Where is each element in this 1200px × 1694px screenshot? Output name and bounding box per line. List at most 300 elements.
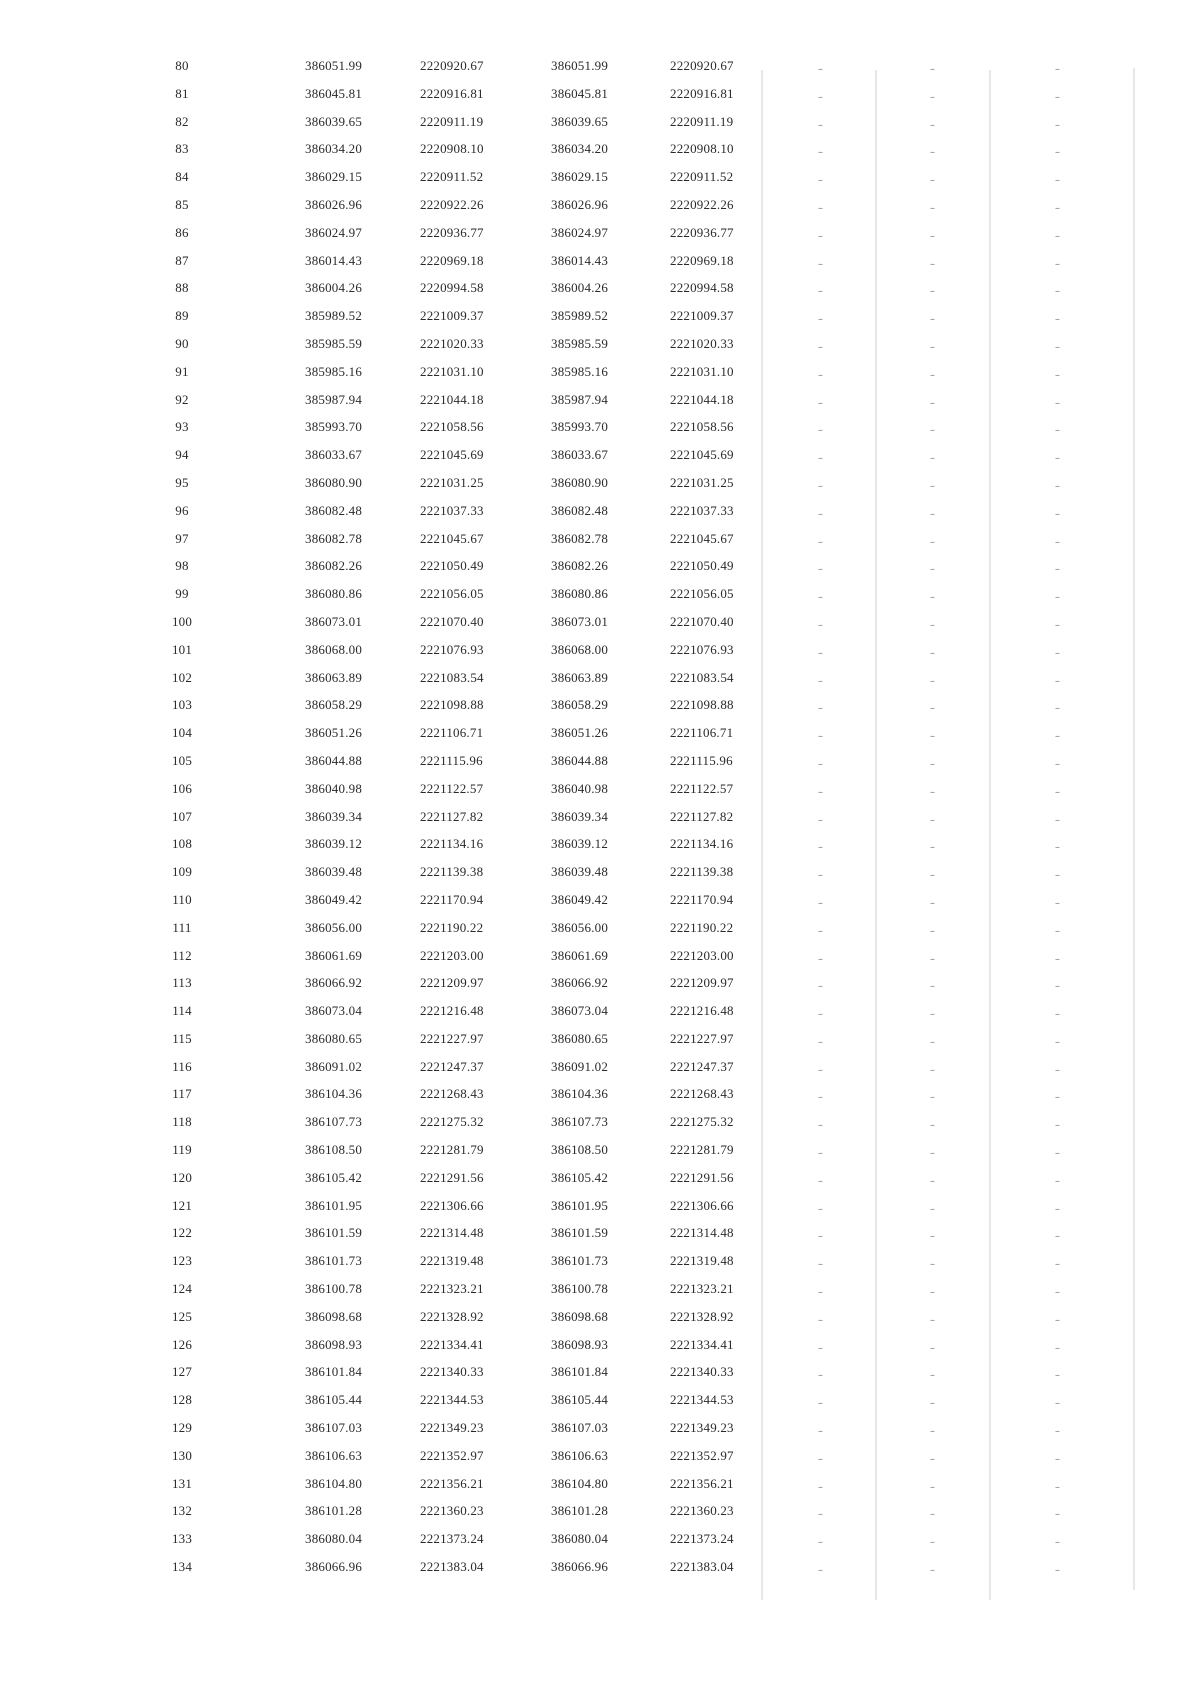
- y-coordinate-cell-2: 2221352.97: [670, 1447, 734, 1463]
- point-number: 115: [172, 1030, 192, 1046]
- empty-cell-dash: –: [1055, 925, 1060, 937]
- y-coordinate-cell-2: 2220936.77: [670, 224, 734, 240]
- y-coordinate-cell-2: 2221009.37: [670, 308, 734, 324]
- empty-cell-dash: –: [818, 1175, 823, 1187]
- empty-cell-dash: –: [930, 619, 935, 631]
- point-number: 112: [172, 947, 192, 963]
- table-row: [0, 197, 1200, 225]
- empty-cell-dash: –: [1055, 897, 1060, 909]
- empty-cell-dash: –: [1055, 258, 1060, 270]
- x-coordinate-cell: 386104.36: [305, 1086, 363, 1102]
- empty-cell-dash: –: [930, 202, 935, 214]
- table-row: [0, 975, 1200, 1003]
- y-coordinate-cell: 2221050.49: [420, 558, 484, 574]
- x-coordinate-cell-2: 386082.78: [551, 530, 609, 546]
- y-coordinate-cell-2: 2221227.97: [670, 1030, 734, 1046]
- table-row: [0, 1392, 1200, 1420]
- empty-cell-dash: –: [930, 981, 935, 993]
- x-coordinate-cell-2: 386098.93: [551, 1336, 609, 1352]
- empty-cell-dash: –: [930, 1509, 935, 1521]
- x-coordinate-cell: 386098.68: [305, 1308, 363, 1324]
- x-coordinate-cell-2: 386068.00: [551, 641, 609, 657]
- table-row: [0, 558, 1200, 586]
- empty-cell-dash: –: [930, 1398, 935, 1410]
- empty-cell-dash: –: [1055, 1370, 1060, 1382]
- table-row: [0, 1198, 1200, 1226]
- x-coordinate-cell: 386082.48: [305, 502, 363, 518]
- empty-cell-dash: –: [930, 91, 935, 103]
- y-coordinate-cell: 2221349.23: [420, 1420, 484, 1436]
- empty-cell-dash: –: [930, 592, 935, 604]
- point-number: 119: [172, 1142, 192, 1158]
- x-coordinate-cell: 386039.12: [305, 836, 363, 852]
- table-row: [0, 503, 1200, 531]
- empty-cell-dash: –: [1055, 1398, 1060, 1410]
- y-coordinate-cell: 2221045.69: [420, 447, 484, 463]
- empty-cell-dash: –: [930, 1453, 935, 1465]
- x-coordinate-cell-2: 386101.84: [551, 1364, 609, 1380]
- y-coordinate-cell-2: 2221020.33: [670, 335, 734, 351]
- x-coordinate-cell-2: 386104.80: [551, 1475, 609, 1491]
- x-coordinate-cell: 386080.86: [305, 586, 363, 602]
- point-number: 111: [172, 919, 192, 935]
- empty-cell-dash: –: [930, 341, 935, 353]
- point-number: 127: [171, 1364, 193, 1380]
- point-number: 102: [171, 669, 193, 685]
- empty-cell-dash: –: [930, 647, 935, 659]
- empty-cell-dash: –: [818, 508, 823, 520]
- empty-cell-dash: –: [930, 1287, 935, 1299]
- y-coordinate-cell: 2220916.81: [420, 85, 484, 101]
- y-coordinate-cell: 2221275.32: [420, 1114, 484, 1130]
- table-row: [0, 1031, 1200, 1059]
- point-number: 113: [172, 975, 192, 991]
- x-coordinate-cell-2: 386098.68: [551, 1308, 609, 1324]
- x-coordinate-cell: 386051.99: [305, 58, 363, 73]
- empty-cell-dash: –: [1055, 758, 1060, 770]
- empty-cell-dash: –: [1055, 564, 1060, 576]
- empty-cell-dash: –: [1055, 1036, 1060, 1048]
- x-coordinate-cell-2: 386080.65: [551, 1030, 609, 1046]
- table-row: [0, 1170, 1200, 1198]
- empty-cell-dash: –: [930, 1259, 935, 1271]
- x-coordinate-cell: 386101.84: [305, 1364, 363, 1380]
- empty-cell-dash: –: [930, 842, 935, 854]
- y-coordinate-cell-2: 2221127.82: [670, 808, 734, 824]
- table-row: [0, 141, 1200, 169]
- empty-cell-dash: –: [930, 286, 935, 298]
- y-coordinate-cell: 2221044.18: [420, 391, 484, 407]
- empty-cell-dash: –: [818, 119, 823, 131]
- x-coordinate-cell: 386029.15: [305, 169, 363, 185]
- empty-cell-dash: –: [930, 1481, 935, 1493]
- y-coordinate-cell: 2221356.21: [420, 1475, 484, 1491]
- y-coordinate-cell-2: 2221268.43: [670, 1086, 734, 1102]
- y-coordinate-cell: 2221070.40: [420, 613, 484, 629]
- empty-cell-dash: –: [818, 397, 823, 409]
- y-coordinate-cell-2: 2221045.67: [670, 530, 734, 546]
- x-coordinate-cell: 386080.65: [305, 1030, 363, 1046]
- y-coordinate-cell: 2220911.52: [420, 169, 484, 185]
- x-coordinate-cell-2: 386080.90: [551, 474, 609, 490]
- empty-cell-dash: –: [1055, 286, 1060, 298]
- empty-cell-dash: –: [1055, 870, 1060, 882]
- table-row: [0, 419, 1200, 447]
- empty-cell-dash: –: [818, 91, 823, 103]
- x-coordinate-cell: 386080.90: [305, 474, 363, 490]
- x-coordinate-cell-2: 386108.50: [551, 1142, 609, 1158]
- point-number: 108: [171, 836, 193, 852]
- y-coordinate-cell-2: 2221275.32: [670, 1114, 734, 1130]
- x-coordinate-cell-2: 386101.95: [551, 1197, 609, 1213]
- empty-cell-dash: –: [930, 897, 935, 909]
- empty-cell-dash: –: [930, 953, 935, 965]
- y-coordinate-cell-2: 2221383.04: [670, 1559, 734, 1575]
- empty-cell-dash: –: [818, 1148, 823, 1160]
- point-number: 100: [171, 613, 193, 629]
- empty-cell-dash: –: [1055, 1481, 1060, 1493]
- y-coordinate-cell: 2221360.23: [420, 1503, 484, 1519]
- point-number: 132: [171, 1503, 193, 1519]
- x-coordinate-cell: 386045.81: [305, 85, 363, 101]
- empty-cell-dash: –: [818, 1314, 823, 1326]
- empty-cell-dash: –: [1055, 536, 1060, 548]
- table-row: [0, 892, 1200, 920]
- empty-cell-dash: –: [818, 814, 823, 826]
- x-coordinate-cell-2: 386080.86: [551, 586, 609, 602]
- empty-cell-dash: –: [818, 592, 823, 604]
- y-coordinate-cell: 2221314.48: [420, 1225, 484, 1241]
- x-coordinate-cell: 386066.96: [305, 1559, 363, 1575]
- empty-cell-dash: –: [930, 1009, 935, 1021]
- x-coordinate-cell-2: 386107.03: [551, 1420, 609, 1436]
- empty-cell-dash: –: [1055, 786, 1060, 798]
- x-coordinate-cell: 386073.04: [305, 1003, 363, 1019]
- y-coordinate-cell: 2221344.53: [420, 1392, 484, 1408]
- y-coordinate-cell-2: 2221139.38: [670, 864, 734, 880]
- x-coordinate-cell: 386101.59: [305, 1225, 363, 1241]
- y-coordinate-cell: 2221383.04: [420, 1559, 484, 1575]
- x-coordinate-cell-2: 386026.96: [551, 196, 609, 212]
- empty-cell-dash: –: [930, 1231, 935, 1243]
- x-coordinate-cell: 386101.95: [305, 1197, 363, 1213]
- empty-cell-dash: –: [1055, 981, 1060, 993]
- empty-cell-dash: –: [930, 564, 935, 576]
- x-coordinate-cell: 386039.48: [305, 864, 363, 880]
- x-coordinate-cell-2: 386066.96: [551, 1559, 609, 1575]
- y-coordinate-cell-2: 2221076.93: [670, 641, 734, 657]
- table-row: [0, 58, 1200, 86]
- y-coordinate-cell: 2221009.37: [420, 308, 484, 324]
- empty-cell-dash: –: [930, 925, 935, 937]
- empty-cell-dash: –: [1055, 425, 1060, 437]
- empty-cell-dash: –: [818, 536, 823, 548]
- empty-cell-dash: –: [930, 1175, 935, 1187]
- y-coordinate-cell-2: 2221031.10: [670, 363, 734, 379]
- point-number: 110: [172, 891, 192, 907]
- table-row: [0, 836, 1200, 864]
- empty-cell-dash: –: [930, 1092, 935, 1104]
- point-number: 83: [175, 141, 189, 157]
- empty-cell-dash: –: [1055, 1314, 1060, 1326]
- empty-cell-dash: –: [1055, 592, 1060, 604]
- x-coordinate-cell: 386049.42: [305, 891, 363, 907]
- empty-cell-dash: –: [1055, 341, 1060, 353]
- y-coordinate-cell: 2221203.00: [420, 947, 484, 963]
- x-coordinate-cell-2: 386039.34: [551, 808, 609, 824]
- point-number: 89: [175, 308, 189, 324]
- point-number: 130: [171, 1447, 193, 1463]
- table-row: [0, 1142, 1200, 1170]
- y-coordinate-cell: 2221334.41: [420, 1336, 484, 1352]
- point-number: 84: [175, 169, 189, 185]
- empty-cell-dash: –: [818, 202, 823, 214]
- empty-cell-dash: –: [818, 1203, 823, 1215]
- empty-cell-dash: –: [930, 1370, 935, 1382]
- point-number: 129: [171, 1420, 193, 1436]
- y-coordinate-cell: 2221045.67: [420, 530, 484, 546]
- point-number: 88: [175, 280, 189, 296]
- point-number: 96: [175, 502, 189, 518]
- empty-cell-dash: –: [1055, 1148, 1060, 1160]
- empty-cell-dash: –: [818, 786, 823, 798]
- empty-cell-dash: –: [1055, 119, 1060, 131]
- x-coordinate-cell-2: 386058.29: [551, 697, 609, 713]
- empty-cell-dash: –: [818, 1009, 823, 1021]
- y-coordinate-cell: 2221122.57: [420, 780, 484, 796]
- point-number: 120: [171, 1169, 193, 1185]
- table-row: [0, 948, 1200, 976]
- y-coordinate-cell: 2221083.54: [420, 669, 484, 685]
- table-row: [0, 1364, 1200, 1392]
- x-coordinate-cell-2: 386105.44: [551, 1392, 609, 1408]
- y-coordinate-cell-2: 2221122.57: [670, 780, 734, 796]
- point-number: 114: [172, 1003, 192, 1019]
- x-coordinate-cell: 386066.92: [305, 975, 363, 991]
- x-coordinate-cell-2: 386051.99: [551, 58, 609, 73]
- x-coordinate-cell-2: 386049.42: [551, 891, 609, 907]
- empty-cell-dash: –: [1055, 1565, 1060, 1577]
- y-coordinate-cell-2: 2221344.53: [670, 1392, 734, 1408]
- x-coordinate-cell: 386104.80: [305, 1475, 363, 1491]
- table-row: [0, 809, 1200, 837]
- empty-cell-dash: –: [818, 703, 823, 715]
- y-coordinate-cell-2: 2220916.81: [670, 85, 734, 101]
- point-number: 104: [171, 725, 193, 741]
- point-number: 87: [175, 252, 189, 268]
- y-coordinate-cell-2: 2221314.48: [670, 1225, 734, 1241]
- point-number: 94: [175, 447, 189, 463]
- x-coordinate-cell: 386080.04: [305, 1531, 363, 1547]
- empty-cell-dash: –: [930, 119, 935, 131]
- x-coordinate-cell: 386068.00: [305, 641, 363, 657]
- table-row: [0, 225, 1200, 253]
- y-coordinate-cell-2: 2221083.54: [670, 669, 734, 685]
- y-coordinate-cell-2: 2221291.56: [670, 1169, 734, 1185]
- table-row: [0, 336, 1200, 364]
- empty-cell-dash: –: [1055, 842, 1060, 854]
- table-row: [0, 1309, 1200, 1337]
- point-number: 109: [171, 864, 193, 880]
- x-coordinate-cell: 386073.01: [305, 613, 363, 629]
- x-coordinate-cell-2: 386073.01: [551, 613, 609, 629]
- empty-cell-dash: –: [1055, 1203, 1060, 1215]
- coordinate-table: [0, 58, 1200, 1587]
- empty-cell-dash: –: [1055, 202, 1060, 214]
- empty-cell-dash: –: [930, 675, 935, 687]
- y-coordinate-cell-2: 2221247.37: [670, 1058, 734, 1074]
- table-row: [0, 86, 1200, 114]
- empty-cell-dash: –: [930, 453, 935, 465]
- empty-cell-dash: –: [930, 1036, 935, 1048]
- x-coordinate-cell: 386014.43: [305, 252, 363, 268]
- empty-cell-dash: –: [818, 1398, 823, 1410]
- empty-cell-dash: –: [818, 1036, 823, 1048]
- x-coordinate-cell-2: 386044.88: [551, 752, 609, 768]
- empty-cell-dash: –: [818, 230, 823, 242]
- y-coordinate-cell-2: 2220994.58: [670, 280, 734, 296]
- empty-cell-dash: –: [1055, 619, 1060, 631]
- point-number: 90: [175, 335, 189, 351]
- empty-cell-dash: –: [930, 814, 935, 826]
- y-coordinate-cell: 2220936.77: [420, 224, 484, 240]
- point-number: 92: [175, 391, 189, 407]
- y-coordinate-cell-2: 2221360.23: [670, 1503, 734, 1519]
- table-row: [0, 169, 1200, 197]
- y-coordinate-cell: 2221190.22: [420, 919, 484, 935]
- table-row: [0, 1114, 1200, 1142]
- y-coordinate-cell: 2221319.48: [420, 1253, 484, 1269]
- table-row: [0, 1476, 1200, 1504]
- y-coordinate-cell-2: 2221306.66: [670, 1197, 734, 1213]
- empty-cell-dash: –: [818, 1259, 823, 1271]
- empty-cell-dash: –: [930, 731, 935, 743]
- table-row: [0, 1059, 1200, 1087]
- x-coordinate-cell-2: 386039.48: [551, 864, 609, 880]
- x-coordinate-cell-2: 386056.00: [551, 919, 609, 935]
- point-number: 123: [171, 1253, 193, 1269]
- empty-cell-dash: –: [1055, 1287, 1060, 1299]
- y-coordinate-cell: 2221328.92: [420, 1308, 484, 1324]
- x-coordinate-cell-2: 386107.73: [551, 1114, 609, 1130]
- empty-cell-dash: –: [818, 897, 823, 909]
- point-number: 101: [171, 641, 193, 657]
- x-coordinate-cell: 386091.02: [305, 1058, 363, 1074]
- empty-cell-dash: –: [1055, 369, 1060, 381]
- empty-cell-dash: –: [1055, 1259, 1060, 1271]
- x-coordinate-cell: 386044.88: [305, 752, 363, 768]
- empty-cell-dash: –: [930, 147, 935, 159]
- x-coordinate-cell: 386098.93: [305, 1336, 363, 1352]
- x-coordinate-cell: 386107.73: [305, 1114, 363, 1130]
- empty-cell-dash: –: [818, 1231, 823, 1243]
- x-coordinate-cell: 386051.26: [305, 725, 363, 741]
- x-coordinate-cell-2: 386073.04: [551, 1003, 609, 1019]
- empty-cell-dash: –: [818, 1370, 823, 1382]
- empty-cell-dash: –: [1055, 1009, 1060, 1021]
- y-coordinate-cell-2: 2221044.18: [670, 391, 734, 407]
- y-coordinate-cell: 2221170.94: [420, 891, 484, 907]
- point-number: 118: [172, 1114, 192, 1130]
- y-coordinate-cell-2: 2221170.94: [670, 891, 734, 907]
- point-number: 93: [175, 419, 189, 435]
- table-row: [0, 697, 1200, 725]
- empty-cell-dash: –: [930, 314, 935, 326]
- x-coordinate-cell-2: 386080.04: [551, 1531, 609, 1547]
- x-coordinate-cell: 386026.96: [305, 196, 363, 212]
- empty-cell-dash: –: [818, 480, 823, 492]
- y-coordinate-cell: 2221373.24: [420, 1531, 484, 1547]
- point-number: 124: [171, 1281, 193, 1297]
- y-coordinate-cell: 2221139.38: [420, 864, 484, 880]
- empty-cell-dash: –: [818, 675, 823, 687]
- x-coordinate-cell: 386004.26: [305, 280, 363, 296]
- y-coordinate-cell-2: 2220911.52: [670, 169, 734, 185]
- empty-cell-dash: –: [1055, 147, 1060, 159]
- y-coordinate-cell-2: 2221340.33: [670, 1364, 734, 1380]
- x-coordinate-cell-2: 386082.26: [551, 558, 609, 574]
- x-coordinate-cell: 386039.34: [305, 808, 363, 824]
- x-coordinate-cell: 386039.65: [305, 113, 363, 129]
- empty-cell-dash: –: [1055, 314, 1060, 326]
- x-coordinate-cell-2: 386034.20: [551, 141, 609, 157]
- x-coordinate-cell-2: 386104.36: [551, 1086, 609, 1102]
- y-coordinate-cell: 2221076.93: [420, 641, 484, 657]
- empty-cell-dash: –: [1055, 814, 1060, 826]
- x-coordinate-cell-2: 386051.26: [551, 725, 609, 741]
- y-coordinate-cell: 2221291.56: [420, 1169, 484, 1185]
- x-coordinate-cell-2: 386101.59: [551, 1225, 609, 1241]
- table-row: [0, 586, 1200, 614]
- y-coordinate-cell-2: 2220922.26: [670, 196, 734, 212]
- x-coordinate-cell-2: 386039.65: [551, 113, 609, 129]
- empty-cell-dash: –: [818, 64, 823, 75]
- empty-cell-dash: –: [1055, 1453, 1060, 1465]
- y-coordinate-cell: 2221031.10: [420, 363, 484, 379]
- point-number: 98: [175, 558, 189, 574]
- x-coordinate-cell: 386101.73: [305, 1253, 363, 1269]
- point-number: 134: [171, 1559, 193, 1575]
- y-coordinate-cell-2: 2221106.71: [670, 725, 734, 741]
- y-coordinate-cell: 2221115.96: [420, 752, 483, 768]
- x-coordinate-cell-2: 386024.97: [551, 224, 609, 240]
- x-coordinate-cell-2: 386040.98: [551, 780, 609, 796]
- table-row: [0, 392, 1200, 420]
- empty-cell-dash: –: [818, 1287, 823, 1299]
- y-coordinate-cell-2: 2221216.48: [670, 1003, 734, 1019]
- table-row: [0, 670, 1200, 698]
- x-coordinate-cell: 386108.50: [305, 1142, 363, 1158]
- y-coordinate-cell-2: 2221115.96: [670, 752, 733, 768]
- point-number: 103: [171, 697, 193, 713]
- empty-cell-dash: –: [930, 1148, 935, 1160]
- y-coordinate-cell: 2221340.33: [420, 1364, 484, 1380]
- point-number: 105: [171, 752, 193, 768]
- x-coordinate-cell-2: 385993.70: [551, 419, 609, 435]
- x-coordinate-cell-2: 386045.81: [551, 85, 609, 101]
- table-row: [0, 531, 1200, 559]
- y-coordinate-cell: 2221106.71: [420, 725, 484, 741]
- y-coordinate-cell-2: 2221349.23: [670, 1420, 734, 1436]
- y-coordinate-cell-2: 2221319.48: [670, 1253, 734, 1269]
- x-coordinate-cell-2: 386029.15: [551, 169, 609, 185]
- x-coordinate-cell-2: 386091.02: [551, 1058, 609, 1074]
- table-row: [0, 114, 1200, 142]
- empty-cell-dash: –: [1055, 397, 1060, 409]
- y-coordinate-cell-2: 2221323.21: [670, 1281, 734, 1297]
- point-number: 81: [175, 85, 189, 101]
- point-number: 126: [171, 1336, 193, 1352]
